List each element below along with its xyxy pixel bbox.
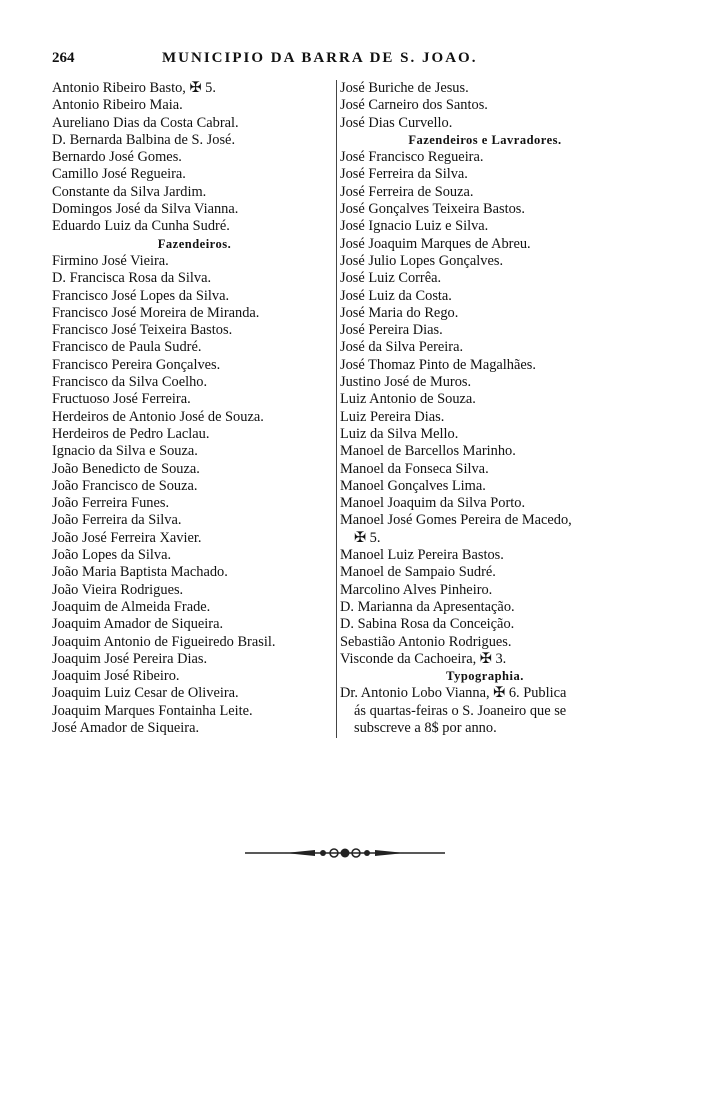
list-item: Francisco de Paula Sudré. — [52, 339, 202, 356]
list-item: Herdeiros de Pedro Laclau. — [52, 425, 210, 442]
list-item: D. Marianna da Apresentação. — [340, 598, 515, 615]
list-item: José Ignacio Luiz e Silva. — [340, 218, 489, 235]
list-item: Visconde da Cachoeira, ✠ 3. — [340, 650, 507, 667]
list-item: João José Ferreira Xavier. — [52, 529, 202, 546]
list-item: Luiz Antonio de Souza. — [340, 391, 476, 408]
list-item: José Ferreira da Silva. — [340, 166, 468, 183]
list-item: Joaquim José Pereira Dias. — [52, 650, 208, 667]
list-item: José Julio Lopes Gonçalves. — [340, 252, 504, 269]
list-item: subscreve a 8$ por anno. — [354, 719, 497, 736]
list-item: José Dias Curvello. — [340, 114, 453, 131]
list-item: Dr. Antonio Lobo Vianna, ✠ 6. Publica — [340, 685, 567, 702]
page-number: 264 — [52, 50, 75, 66]
list-item: Eduardo Luiz da Cunha Sudré. — [52, 218, 230, 235]
list-item: Firmino José Vieira. — [52, 252, 169, 269]
list-item: Joaquim Luiz Cesar de Oliveira. — [52, 685, 239, 702]
list-item: Manoel de Barcellos Marinho. — [340, 443, 516, 460]
list-item: Francisco da Silva Coelho. — [52, 374, 208, 391]
page-header — [52, 50, 562, 72]
list-item: Manoel de Sampaio Sudré. — [340, 564, 496, 581]
list-item: José Gonçalves Teixeira Bastos. — [340, 201, 525, 218]
list-item: Manoel José Gomes Pereira de Macedo, — [340, 512, 572, 529]
list-item: Manoel Joaquim da Silva Porto. — [340, 495, 526, 512]
list-item: João Vieira Rodrigues. — [52, 581, 184, 598]
list-item: Manoel Luiz Pereira Bastos. — [340, 547, 504, 564]
list-item: João Ferreira Funes. — [52, 495, 170, 512]
list-item: Antonio Ribeiro Maia. — [52, 97, 183, 114]
list-item: Francisco José Lopes da Silva. — [52, 287, 230, 304]
section-heading: Typographia. — [446, 669, 524, 684]
list-item: Constante da Silva Jardim. — [52, 183, 207, 200]
list-item: José Carneiro dos Santos. — [340, 97, 488, 114]
list-item: José Buriche de Jesus. — [340, 80, 469, 96]
list-item: Aureliano Dias da Costa Cabral. — [52, 114, 239, 131]
list-item: ás quartas-feiras o S. Joaneiro que se — [354, 702, 567, 719]
list-item: Bernardo José Gomes. — [52, 149, 182, 166]
right-column — [340, 80, 630, 737]
list-item: José Maria do Rego. — [340, 304, 459, 321]
list-item: Marcolino Alves Pinheiro. — [340, 581, 493, 598]
list-item: Luiz da Silva Mello. — [340, 425, 459, 442]
list-item: José Ferreira de Souza. — [340, 183, 474, 200]
section-heading: Fazendeiros e Lavradores. — [408, 132, 562, 147]
list-item: Joaquim Antonio de Figueiredo Brasil. — [52, 633, 276, 650]
list-item: ✠ 5. — [354, 529, 381, 546]
list-item: Antonio Ribeiro Basto, ✠ 5. — [52, 80, 216, 96]
list-item: D. Bernarda Balbina de S. José. — [52, 131, 236, 148]
list-item: José Luiz da Costa. — [340, 287, 452, 304]
list-item: Herdeiros de Antonio José de Souza. — [52, 408, 264, 425]
list-item: Manoel Gonçalves Lima. — [340, 477, 486, 494]
list-item: Joaquim de Almeida Frade. — [52, 598, 211, 615]
list-item: João Benedicto de Souza. — [52, 460, 200, 477]
list-item: Joaquim Marques Fontainha Leite. — [52, 702, 253, 719]
list-item: Domingos José da Silva Vianna. — [52, 201, 239, 218]
list-item: João Maria Baptista Machado. — [52, 564, 228, 581]
list-item: Manoel da Fonseca Silva. — [340, 460, 489, 477]
list-item: José Francisco Regueira. — [340, 149, 484, 166]
list-item: José da Silva Pereira. — [340, 339, 464, 356]
list-item: José Thomaz Pinto de Magalhães. — [340, 356, 536, 373]
left-column — [52, 80, 337, 737]
list-item: Ignacio da Silva e Souza. — [52, 443, 198, 460]
list-item: D. Sabina Rosa da Conceição. — [340, 616, 515, 633]
list-item: Francisco José Moreira de Miranda. — [52, 304, 260, 321]
list-item: José Amador de Siqueira. — [52, 719, 200, 736]
column-divider — [336, 80, 337, 738]
list-item: Francisco José Teixeira Bastos. — [52, 322, 233, 339]
list-item: Joaquim José Ribeiro. — [52, 668, 180, 685]
section-heading: Fazendeiros. — [157, 236, 232, 251]
list-item: Fructuoso José Ferreira. — [52, 391, 191, 408]
list-item: D. Francisca Rosa da Silva. — [52, 270, 212, 287]
list-item: João Ferreira da Silva. — [52, 512, 182, 529]
list-item: José Joaquim Marques de Abreu. — [340, 235, 531, 252]
list-item: Joaquim Amador de Siqueira. — [52, 616, 224, 633]
list-item: João Lopes da Silva. — [52, 547, 172, 564]
list-item: Sebastião Antonio Rodrigues. — [340, 633, 512, 650]
list-item: Justino José de Muros. — [340, 374, 472, 391]
list-item: José Pereira Dias. — [340, 322, 443, 339]
list-item: João Francisco de Souza. — [52, 477, 198, 494]
list-item: Camillo José Regueira. — [52, 166, 186, 183]
running-title: MUNICIPIO DA BARRA DE S. JOAO. — [162, 50, 478, 66]
list-item: José Luiz Corrêa. — [340, 270, 442, 287]
list-item: Francisco Pereira Gonçalves. — [52, 356, 221, 373]
ornament-divider — [245, 846, 445, 860]
list-item: Luiz Pereira Dias. — [340, 408, 445, 425]
